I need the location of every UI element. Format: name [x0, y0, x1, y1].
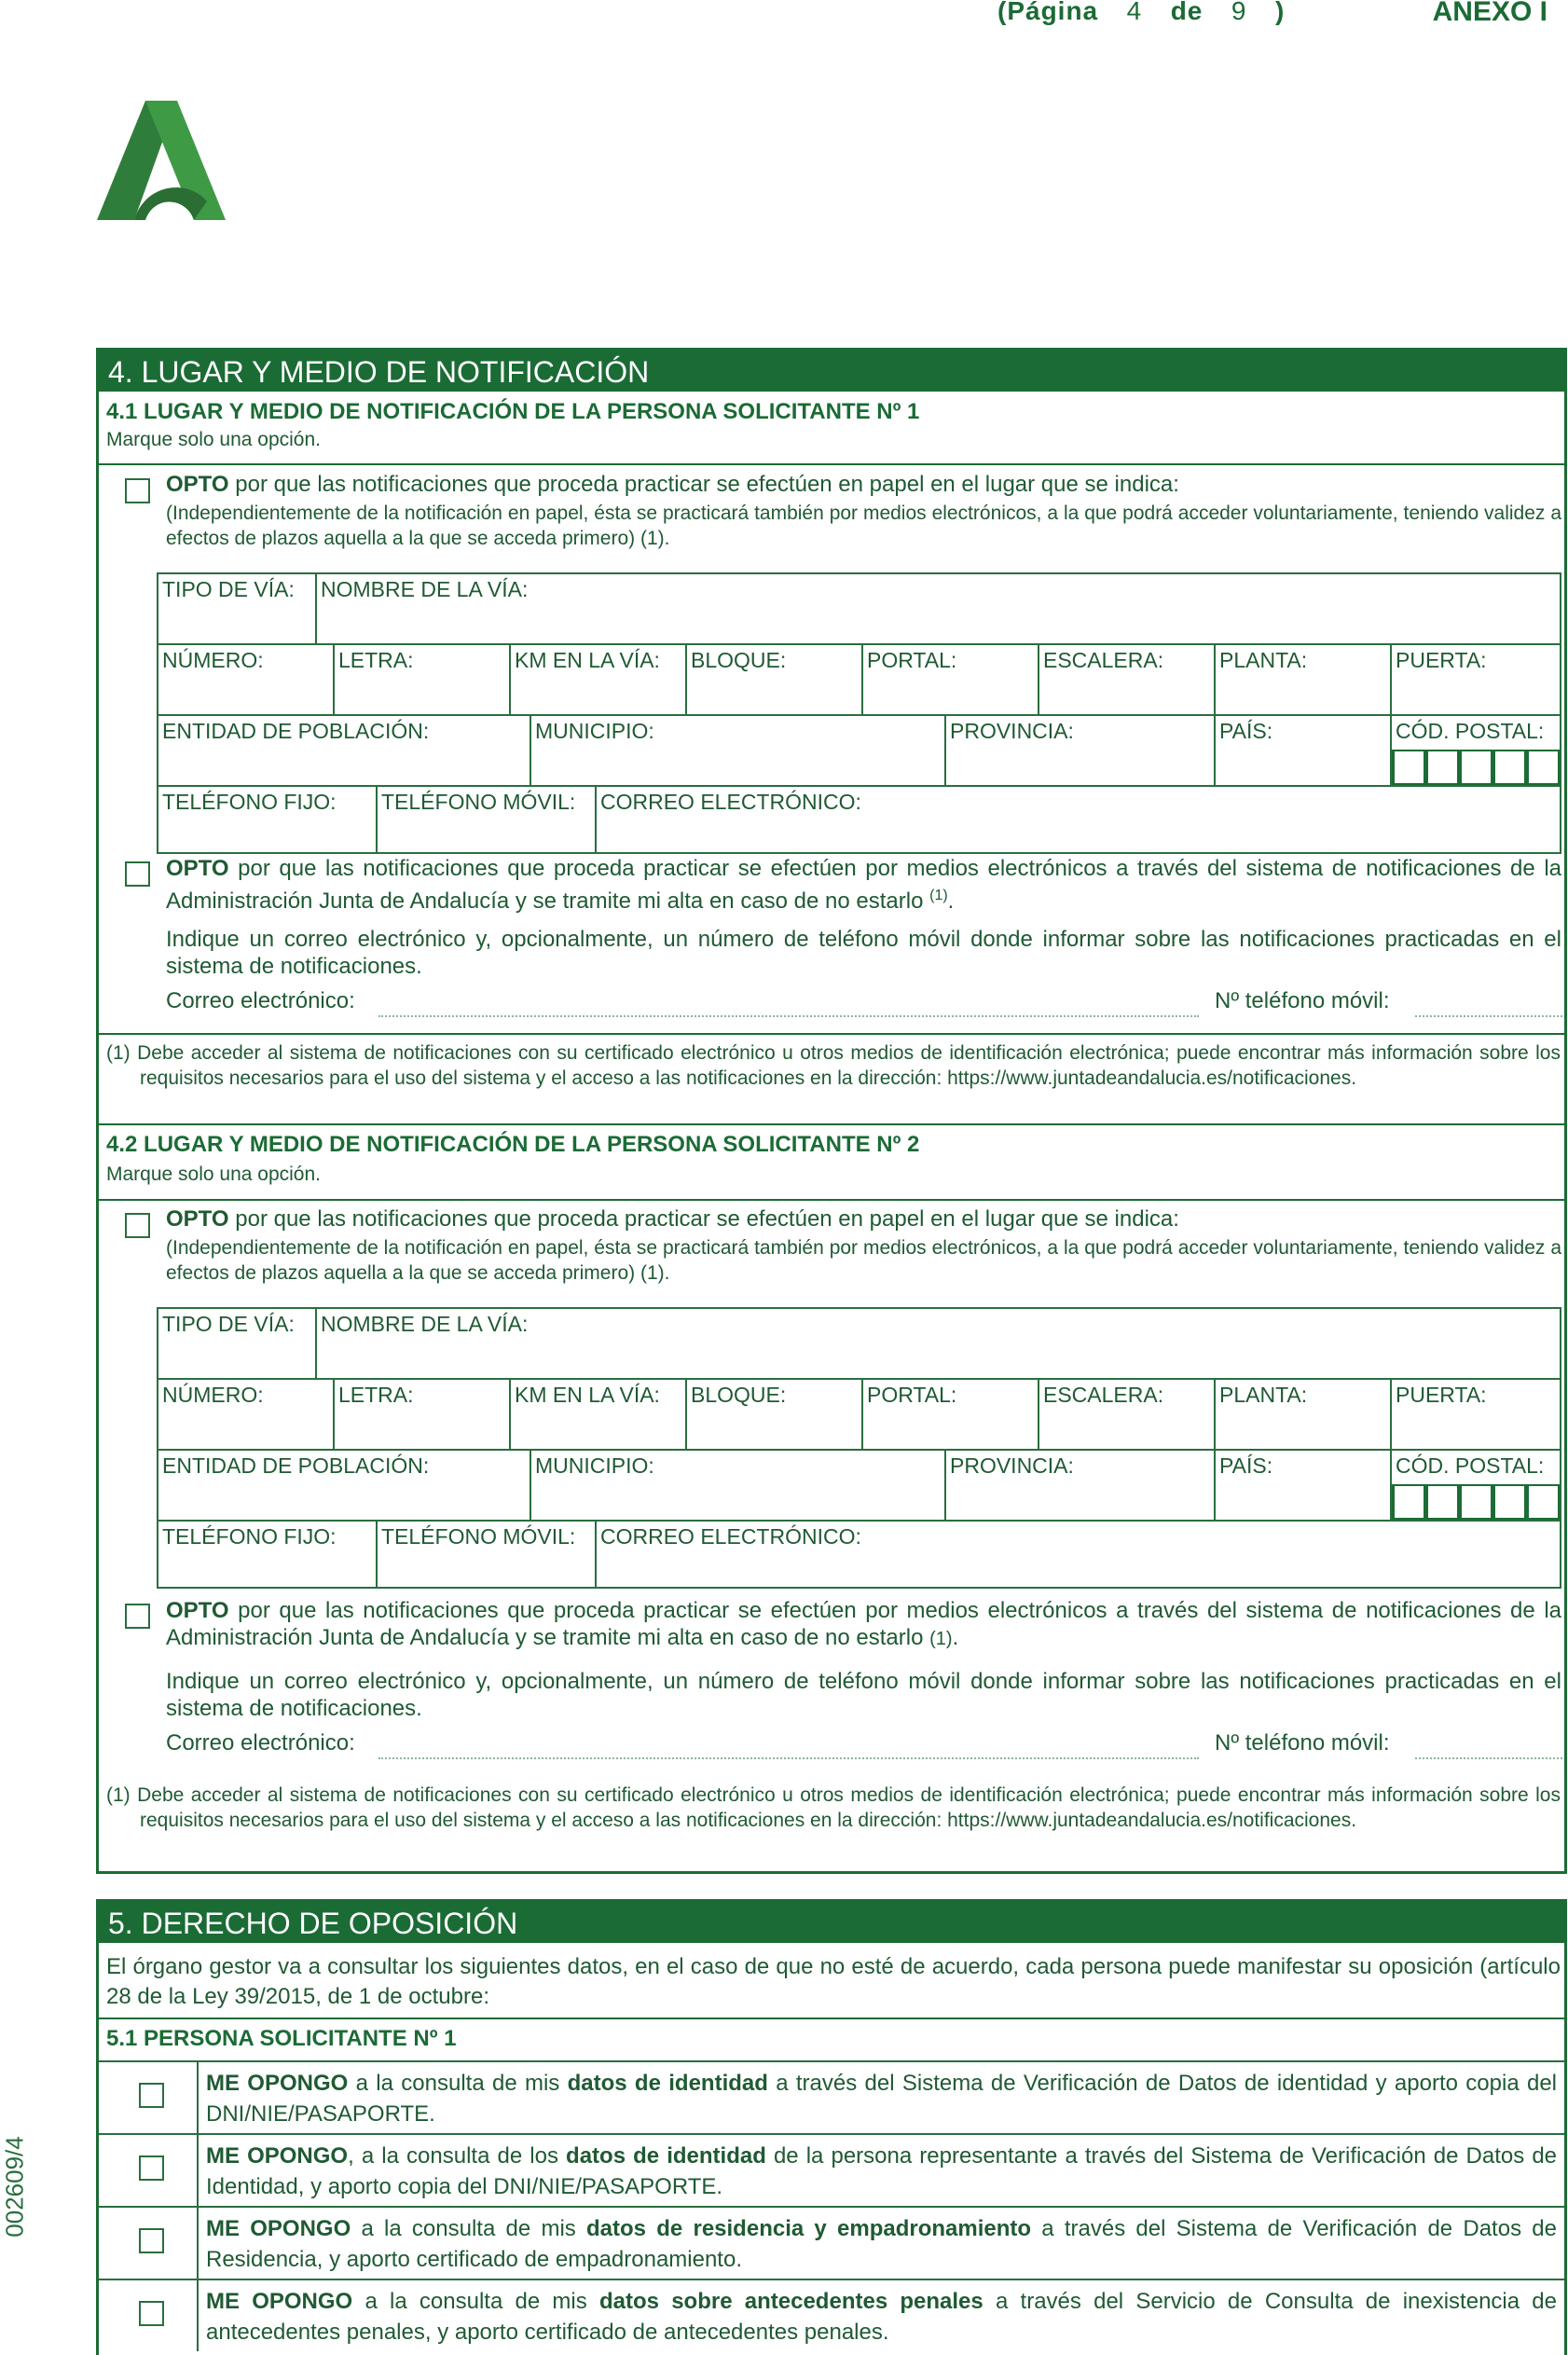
electronic-notification-checkbox[interactable]: [125, 1604, 150, 1629]
planta-field[interactable]: PLANTA:: [1216, 645, 1392, 714]
escalera-field[interactable]: ESCALERA:: [1039, 645, 1216, 714]
de-label: de: [1170, 0, 1204, 25]
footnote: (1) Debe acceder al sistema de notificaciones con su certificado electrónico u otros medios de identificación electrónica; puede encontrar más información sobre los requisitos necesarios para el uso del sistema y el acceso a las notificaciones en la dirección: https://www.juntadeandalucia.es/notificaciones.: [106, 1042, 1561, 1089]
correo-field[interactable]: CORREO ELECTRÓNICO:: [600, 790, 861, 814]
email-input[interactable]: [378, 1015, 1199, 1017]
tipo-via-field[interactable]: TIPO DE VÍA:: [158, 574, 317, 643]
provincia-field[interactable]: PROVINCIA:: [946, 716, 1216, 785]
escalera-field[interactable]: ESCALERA:: [1039, 1380, 1216, 1449]
intro-text: El órgano gestor va a consultar los siguientes datos, en el caso de que no esté de acuerdo, cada persona puede manifestar su oposición (artículo 28 de la Ley 39/2015, de 1 de octubre:: [106, 1954, 1561, 2009]
numero-field[interactable]: NÚMERO:: [158, 645, 335, 714]
tipo-via-field[interactable]: TIPO DE VÍA:: [158, 1309, 317, 1378]
address-grid: [157, 1307, 1561, 1589]
phone-input[interactable]: [1415, 1015, 1562, 1017]
paper-option-note: (Independientemente de la notificación en papel, ésta se practicará también por medios electrónicos, a la que podrá acceder voluntariamente, teniendo validez a efectos de plazos aquella a la que se acceda primero) (1).: [166, 1237, 1561, 1284]
form-code: 002609/4: [0, 2136, 29, 2238]
opposition-text: ME OPONGO, a la consulta de los datos de identidad de la persona representante a través del Sistema de Verificación de Datos de Identidad, y aporto copia del DNI/NIE/PASAPORTE.: [206, 2143, 1558, 2199]
instruction-text: Marque solo una opción.: [106, 1164, 321, 1185]
pais-field[interactable]: PAÍS:: [1216, 716, 1392, 785]
paper-notification-checkbox[interactable]: [125, 478, 150, 503]
planta-field[interactable]: PLANTA:: [1216, 1380, 1392, 1449]
oppose-identity-checkbox[interactable]: [139, 2083, 164, 2108]
opposition-row: [99, 2133, 1564, 2206]
puerta-field[interactable]: PUERTA:: [1396, 1383, 1487, 1407]
municipio-field[interactable]: MUNICIPIO:: [531, 716, 946, 785]
opposition-row: [99, 2060, 1564, 2133]
entidad-field[interactable]: ENTIDAD DE POBLACIÓN:: [158, 716, 531, 785]
paper-option-text: OPTO por que las notificaciones que proceda practicar se efectúen en papel en el lugar que se indica:: [166, 472, 1179, 497]
tel-movil-field[interactable]: TELÉFONO MÓVIL:: [378, 787, 597, 852]
cod-postal-field[interactable]: CÓD. POSTAL:: [1392, 1451, 1560, 1520]
subsection-heading: 4.2 LUGAR Y MEDIO DE NOTIFICACIÓN DE LA PERSONA SOLICITANTE Nº 2: [106, 1132, 920, 1157]
portal-field[interactable]: PORTAL:: [863, 645, 1039, 714]
cod-postal-field[interactable]: CÓD. POSTAL:: [1392, 716, 1560, 785]
opposition-row: [99, 2206, 1564, 2279]
total-pages: 9: [1231, 0, 1247, 25]
km-field[interactable]: KM EN LA VÍA:: [511, 1380, 687, 1449]
email-label: Correo electrónico:: [166, 988, 355, 1013]
paper-option-note: (Independientemente de la notificación en papel, ésta se practicará también por medios electrónicos, a la que podrá acceder voluntariamente, teniendo validez a efectos de plazos aquella a la que se acceda primero) (1).: [166, 503, 1561, 549]
phone-label: Nº teléfono móvil:: [1215, 1730, 1390, 1756]
section-title: 5. DERECHO DE OPOSICIÓN: [99, 1902, 1564, 1943]
oppose-criminal-records-checkbox[interactable]: [139, 2301, 164, 2326]
numero-field[interactable]: NÚMERO:: [158, 1380, 335, 1449]
paper-option-text: OPTO por que las notificaciones que proceda practicar se efectúen en papel en el lugar que se indica:: [166, 1206, 1179, 1232]
portal-field[interactable]: PORTAL:: [863, 1380, 1039, 1449]
phone-label: Nº teléfono móvil:: [1215, 988, 1390, 1013]
junta-andalucia-logo-icon: [97, 101, 226, 222]
address-grid: [157, 572, 1561, 854]
tel-fijo-field[interactable]: TELÉFONO FIJO:: [158, 1522, 378, 1587]
email-label: Correo electrónico:: [166, 1730, 355, 1756]
tel-fijo-field[interactable]: TELÉFONO FIJO:: [158, 787, 378, 852]
subsection-heading: 4.1 LUGAR Y MEDIO DE NOTIFICACIÓN DE LA PERSONA SOLICITANTE Nº 1: [106, 399, 920, 424]
indique-text: Indique un correo electrónico y, opcionalmente, un número de teléfono móvil donde informar sobre las notificaciones practicadas en el sistema de notificaciones.: [166, 1669, 1561, 1721]
page-number: [997, 0, 1285, 26]
puerta-field[interactable]: PUERTA:: [1396, 648, 1487, 672]
letra-field[interactable]: LETRA:: [335, 645, 511, 714]
km-field[interactable]: KM EN LA VÍA:: [511, 645, 687, 714]
oppose-residence-checkbox[interactable]: [139, 2228, 164, 2253]
section-title: 4. LUGAR Y MEDIO DE NOTIFICACIÓN: [99, 351, 1564, 392]
subsection-heading: 5.1 PERSONA SOLICITANTE Nº 1: [106, 2026, 457, 2051]
indique-text: Indique un correo electrónico y, opcionalmente, un número de teléfono móvil donde informar sobre las notificaciones practicadas en el sistema de notificaciones.: [166, 927, 1561, 979]
letra-field[interactable]: LETRA:: [335, 1380, 511, 1449]
page-close: ): [1274, 0, 1286, 25]
electronic-option-text: OPTO por que las notificaciones que proceda practicar se efectúen por medios electrónicos a través del sistema de notificaciones de la Administración Junta de Andalucía y se tramite mi alta en caso de no estarlo (1).: [166, 1598, 1561, 1650]
electronic-option-text: OPTO por que las notificaciones que proceda practicar se efectúen por medios electrónicos a través del sistema de notificaciones de la Administración Junta de Andalucía y se tramite mi alta en caso de no estarlo $^{(1)}$.: [166, 856, 1561, 914]
instruction-text: Marque solo una opción.: [106, 429, 321, 450]
opposition-text: ME OPONGO a la consulta de mis datos de identidad a través del Sistema de Verificación de Datos de identidad y aporto copia del DNI/NIE/PASAPORTE.: [206, 2071, 1557, 2127]
nombre-via-field[interactable]: NOMBRE DE LA VÍA:: [321, 577, 529, 601]
tel-movil-field[interactable]: TELÉFONO MÓVIL:: [378, 1522, 597, 1587]
phone-input[interactable]: [1415, 1757, 1562, 1759]
pais-field[interactable]: PAÍS:: [1216, 1451, 1392, 1520]
oppose-representative-identity-checkbox[interactable]: [139, 2155, 164, 2181]
nombre-via-field[interactable]: NOMBRE DE LA VÍA:: [321, 1312, 529, 1336]
current-page: 4: [1126, 0, 1143, 25]
correo-field[interactable]: CORREO ELECTRÓNICO:: [600, 1524, 861, 1549]
pagina-label: (Página: [997, 0, 1099, 25]
footnote: (1) Debe acceder al sistema de notificaciones con su certificado electrónico u otros medios de identificación electrónica; puede encontrar más información sobre los requisitos necesarios para el uso del sistema y el acceso a las notificaciones en la dirección: https://www.juntadeandalucia.es/notificaciones.: [106, 1784, 1561, 1831]
bloque-field[interactable]: BLOQUE:: [687, 1380, 863, 1449]
municipio-field[interactable]: MUNICIPIO:: [531, 1451, 946, 1520]
opposition-text: ME OPONGO a la consulta de mis datos de residencia y empadronamiento a través del Sistema de Verificación de Datos de Residencia, y aporto certificado de empadronamiento.: [206, 2216, 1557, 2272]
entidad-field[interactable]: ENTIDAD DE POBLACIÓN:: [158, 1451, 531, 1520]
email-input[interactable]: [378, 1757, 1199, 1759]
bloque-field[interactable]: BLOQUE:: [687, 645, 863, 714]
section-opposition: [96, 1899, 1567, 2355]
paper-notification-checkbox[interactable]: [125, 1213, 150, 1238]
anexo-label: ANEXO I: [1432, 0, 1547, 27]
electronic-notification-checkbox[interactable]: [125, 861, 150, 887]
opposition-row: [99, 2279, 1564, 2351]
provincia-field[interactable]: PROVINCIA:: [946, 1451, 1216, 1520]
section-notification: [96, 348, 1567, 1874]
opposition-text: ME OPONGO a la consulta de mis datos sobre antecedentes penales a través del Servicio de Consulta de inexistencia de antecedentes penales, y aporto certificado de antecedentes penales.: [206, 2289, 1557, 2345]
